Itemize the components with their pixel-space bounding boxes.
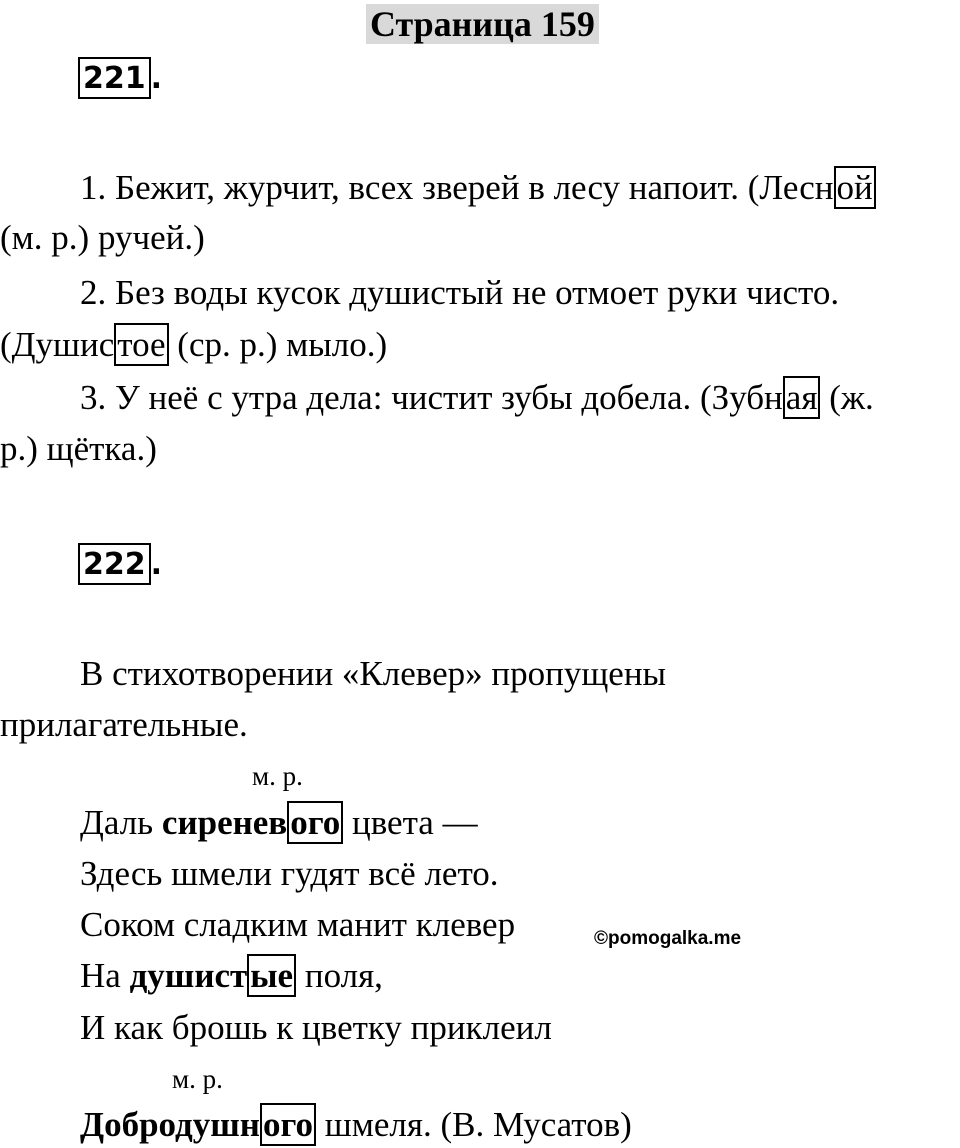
riddle-3-line-2: р.) щётка.) [0, 429, 157, 468]
watermark: ©pomogalka.me [594, 928, 742, 949]
riddle-2-line-2: (Душистое (ср. р.) мыло.) [0, 325, 388, 364]
riddle-1-line-1: 1. Бежит, журчит, всех зверей в лесу напоит. (Лесной [80, 170, 876, 205]
poem-line-2: Здесь шмели гудят всё лето. [80, 854, 499, 893]
page-title: Страница 159 [366, 4, 599, 44]
ending-box: тое [114, 323, 168, 366]
poem-line-1: Даль сиреневого цвета — [80, 803, 478, 842]
ending-box: ого [287, 801, 343, 844]
poem-line-3: Соком сладким манит клевер [80, 905, 516, 944]
intro-line-2: прилагательные. [0, 705, 248, 744]
riddle-1-line-2: (м. р.) ручей.) [0, 218, 205, 257]
exercise-number-221: 221 . [78, 64, 162, 94]
riddle-2-line-1: 2. Без воды кусок душистый не отмоет руки чисто. [80, 273, 840, 312]
riddle-3-line-1: 3. У неё с утра дела: чистит зубы добела. (Зубная (ж. [80, 378, 874, 417]
gender-label-1: м. р. [252, 761, 303, 791]
intro-line-1: В стихотворении «Клевер» пропущены [80, 654, 667, 693]
ending-box: ая [783, 376, 821, 419]
exercise-number-222: 222 . [78, 550, 162, 580]
poem-line-4: На душистые поля, [80, 956, 383, 995]
ending-box: ой [834, 166, 876, 209]
gender-label-2: м. р. [172, 1064, 223, 1094]
poem-line-6: Добродушного шмеля. (В. Мусатов) [80, 1105, 632, 1144]
ending-box: ого [260, 1103, 316, 1146]
poem-line-5: И как брошь к цветку приклеил [80, 1008, 552, 1047]
ending-box: ые [247, 954, 296, 997]
